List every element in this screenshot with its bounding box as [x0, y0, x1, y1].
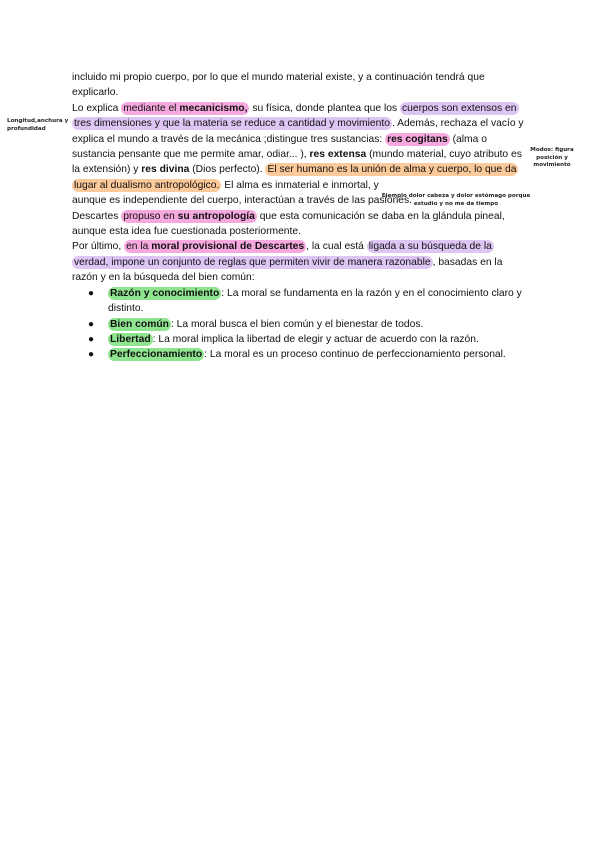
term-res-divina: res divina	[141, 164, 190, 176]
bullet-term: Libertad	[110, 333, 151, 345]
paragraph-antropologia: Descartes propuso en su antropología que esta comunicación se daba en la glándula pineal, aunque esta idea fue cuestionada posteriormente.	[72, 210, 505, 238]
highlight-dualismo: El ser humano es la unión de alma y cuerpo, lo que da lugar al dualismo antropológico.	[74, 164, 517, 191]
bullet-term: Bien común	[110, 318, 169, 330]
bullet-icon: ●	[88, 349, 95, 361]
bullet-icon: ●	[88, 333, 95, 345]
document-body	[72, 70, 524, 363]
paragraph-moral: Por último, en la moral provisional de Descartes , la cual está ligada a su búsqueda de la verdad, impone un conjunto de reglas que permiten vivir de manera razonable , basadas en la razón y en la búsqueda del bien común:	[72, 241, 503, 284]
margin-note-middle: Ejemplo dolor cabeza y dolor estómago porque estudio y no me da tiempo	[381, 193, 531, 207]
list-item: ● Libertad : La moral implica la libertad de elegir y actuar de acuerdo con la razón.	[72, 332, 524, 347]
highlight-busqueda-verdad: ligada a su búsqueda de la verdad, impone un conjunto de reglas que permiten vivir de manera razonable	[74, 241, 492, 268]
highlight-cuerpos-extensos: cuerpos son extensos en tres dimensiones y que la materia se reduce a cantidad y movimiento	[74, 102, 517, 130]
highlight-antropologia: propuso en su antropología	[123, 210, 255, 222]
term-res-extensa: res extensa	[309, 149, 367, 161]
bullet-term: Perfeccionamiento	[110, 349, 203, 361]
moral-rules-list	[72, 286, 524, 363]
paragraph-mecanicismo: Lo explica mediante el mecanicismo, su física, donde plantea que los cuerpos son extensos en tres dimensiones y que la materia se reduce a cantidad y movimiento . Además, rechaza el vacío y explica el mundo a través de la mecánica ;distingue tres sustancias: res cogitans (alma o sustancia pensante que me permite amar, odiar... ), res extensa (mundo material, cuyo atributo es la extensión) y res divina (Dios perfecto). El ser humano es la unión de alma y cuerpo, lo que da lugar al dualismo antropológico. El alma es inmaterial e inmortal, y aunque es independiente del cuerpo, interactúan a través de las pasiones.	[72, 102, 524, 207]
highlight-res-cogitans: res cogitans	[387, 133, 448, 145]
list-item: ● Bien común : La moral busca el bien común y el bienestar de todos.	[72, 317, 524, 332]
margin-note-right: Modos: figura posición y movimiento	[530, 147, 574, 168]
paragraph-intro: incluido mi propio cuerpo, por lo que el mundo material existe, y a continuación tendrá que explicarlo.	[72, 72, 485, 99]
bullet-icon: ●	[88, 287, 95, 299]
bullet-term: Razón y conocimiento	[110, 287, 220, 299]
highlight-moral-provisional: en la moral provisional de Descartes	[126, 241, 305, 253]
bullet-icon: ●	[88, 318, 95, 330]
list-item: ● Razón y conocimiento : La moral se fundamenta en la razón y en el conocimiento claro y distinto.	[88, 287, 522, 315]
highlight-mecanicismo: mediante el mecanicismo,	[123, 102, 248, 114]
margin-note-left: Longitud,anchura y profundidad	[7, 118, 69, 132]
list-item: ● Perfeccionamiento : La moral es un proceso continuo de perfeccionamiento personal.	[72, 347, 524, 362]
